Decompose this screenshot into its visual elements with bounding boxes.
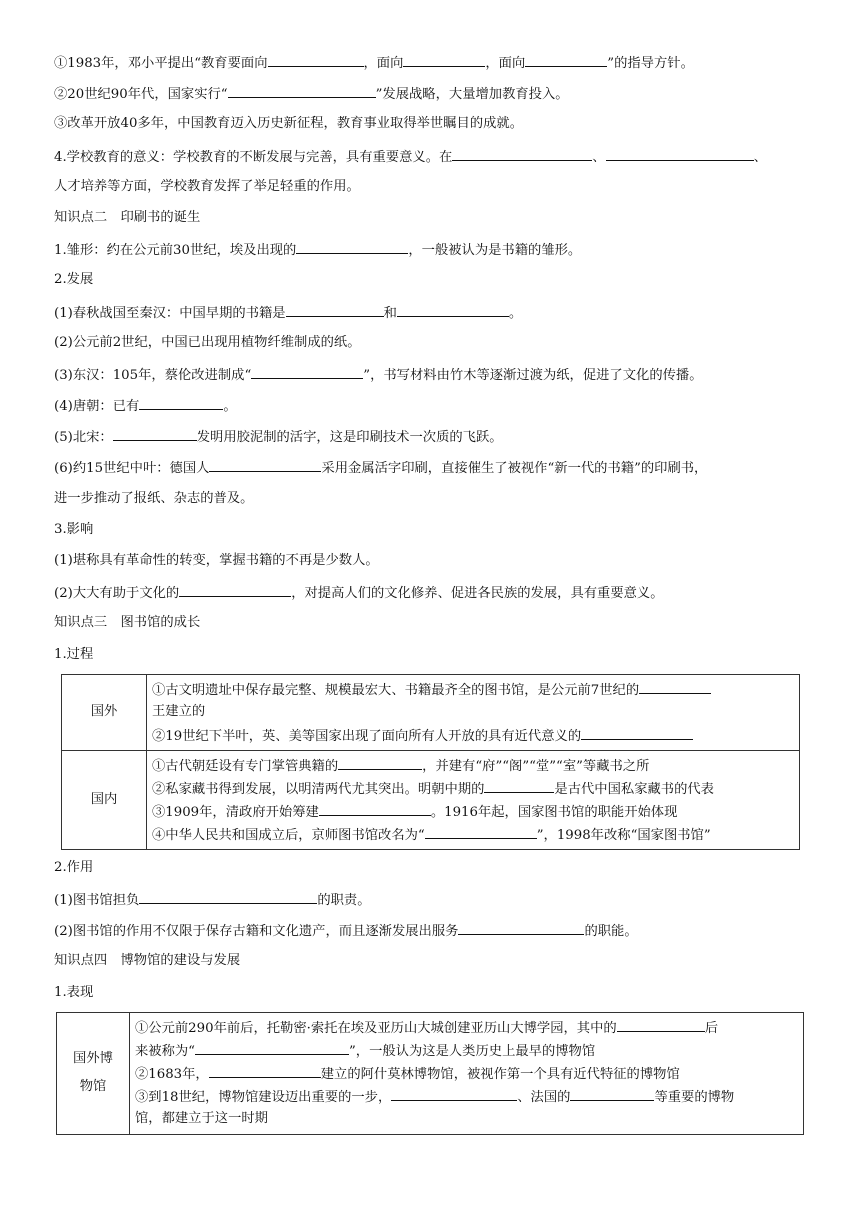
line-text: 3.影响 — [54, 521, 94, 537]
text-line — [54, 175, 804, 206]
text-line — [54, 393, 804, 424]
line-text: 是古代中国私家藏书的代表 — [554, 781, 714, 797]
line-text: 采用金属活字印刷，直接催生了被视作“新一代的书籍”的印刷书， — [321, 461, 708, 477]
fill-blank[interactable] — [195, 1038, 349, 1055]
text-line — [54, 50, 804, 81]
line-text: ④中华人民共和国成立后，京师图书馆改名为“ — [152, 827, 425, 843]
line-text: 后 — [704, 1020, 718, 1036]
text-line — [54, 487, 804, 518]
text-line — [54, 455, 804, 486]
line-text: (2)图书馆的作用不仅限于保存古籍和文化遗产，而且逐渐发展出服务 — [54, 924, 459, 940]
line-text: 馆，都建立于这一时期 — [135, 1110, 268, 1126]
line-text: 人才培养等方面，学校教育发挥了举足轻重的作用。 — [54, 178, 360, 194]
library-process-label: 1.过程 — [54, 646, 94, 662]
row-heading: 国内 — [62, 750, 147, 849]
table-row — [62, 674, 800, 750]
text-line — [135, 1107, 799, 1130]
fill-blank[interactable] — [525, 50, 607, 67]
line-text: (4)唐朝：已有 — [54, 399, 140, 415]
text-line — [54, 144, 804, 175]
text-line — [54, 362, 804, 393]
fill-blank[interactable] — [296, 237, 408, 254]
fill-blank[interactable] — [570, 1084, 654, 1101]
fill-blank[interactable] — [228, 81, 376, 98]
line-text: ①古文明遗址中保存最完整、规模最宏大、书籍最齐全的图书馆，是公元前7世纪的 — [152, 682, 640, 698]
line-text: ③到18世纪，博物馆建设迈出重要的一步， — [135, 1089, 392, 1105]
line-text: 等重要的博物 — [654, 1089, 735, 1105]
line-text: ②私家藏书得到发展，以明清两代尤其突出。明朝中期的 — [152, 781, 485, 797]
text-line — [54, 918, 804, 949]
fill-blank[interactable] — [484, 776, 554, 793]
text-line — [54, 237, 804, 268]
fill-blank[interactable] — [179, 580, 291, 597]
text-line — [152, 799, 795, 822]
line-text: 、 — [753, 149, 767, 165]
library-table — [61, 674, 800, 850]
fill-blank[interactable] — [286, 300, 384, 317]
fill-blank[interactable] — [209, 455, 321, 472]
line-text: ②19世纪下半叶，英、美等国家出现了面向所有人开放的具有近代意义的 — [152, 728, 582, 744]
fill-blank[interactable] — [397, 300, 509, 317]
fill-blank[interactable] — [319, 799, 431, 816]
line-text: (6)约15世纪中叶：德国人 — [54, 461, 210, 477]
text-line — [135, 1038, 799, 1061]
text-line — [54, 268, 804, 299]
fill-blank[interactable] — [606, 144, 754, 161]
text-line — [135, 1084, 799, 1107]
line-text: ①公元前290年前后，托勒密·索托在埃及亚历山大城创建亚历山大博学园，其中的 — [135, 1020, 617, 1036]
line-text: 4.学校教育的意义：学校教育的不断发展与完善，具有重要意义。在 — [54, 149, 453, 165]
line-text: 、 — [592, 149, 606, 165]
section-2-title: 知识点二 印刷书的诞生 — [54, 209, 201, 225]
line-text: 。 — [508, 305, 523, 321]
line-text: 王建立的 — [152, 703, 206, 719]
fill-blank[interactable] — [403, 50, 485, 67]
line-text: 。1916年起，国家图书馆的职能开始体现 — [430, 804, 678, 820]
row-content — [130, 1012, 804, 1134]
line-text: ”发展战略，大量增加教育投入。 — [375, 87, 569, 103]
line-text: ”，一般认为这是人类历史上最早的博物馆 — [349, 1043, 596, 1059]
text-line — [54, 112, 804, 143]
text-line — [54, 331, 804, 362]
row-heading: 国外博物馆 — [57, 1012, 130, 1134]
text-line — [54, 549, 804, 580]
fill-blank[interactable] — [581, 723, 693, 740]
fill-blank[interactable] — [338, 753, 422, 770]
line-text: ②1683年， — [135, 1066, 209, 1082]
line-text: ”的指导方针。 — [607, 56, 694, 71]
museum-table — [56, 1012, 804, 1135]
text-line — [54, 300, 804, 331]
line-text: (5)北宋： — [54, 430, 113, 446]
line-text: (3)东汉：105年，蔡伦改进制成“ — [54, 367, 252, 383]
library-role-lines — [54, 887, 804, 949]
fill-blank[interactable] — [452, 144, 592, 161]
line-text: 建立的阿什莫林博物馆，被视作第一个具有近代特征的博物馆 — [320, 1066, 680, 1082]
section-3-title: 知识点三 图书馆的成长 — [54, 615, 201, 631]
fill-blank[interactable] — [268, 50, 364, 67]
fill-blank[interactable] — [391, 1084, 517, 1101]
text-line — [135, 1015, 799, 1038]
line-text: 、法国的 — [517, 1089, 571, 1105]
fill-blank[interactable] — [458, 918, 584, 935]
text-line — [152, 776, 795, 799]
line-text: ，面向 — [363, 56, 404, 71]
table-row — [57, 1012, 804, 1134]
fill-blank[interactable] — [113, 424, 197, 441]
printing-lines — [54, 237, 804, 611]
fill-blank[interactable] — [251, 362, 363, 379]
line-text: 2.发展 — [54, 272, 94, 288]
line-text: ③1909年，清政府开始筹建 — [152, 804, 319, 820]
table-row — [62, 750, 800, 849]
line-text: 来被称为“ — [135, 1043, 195, 1059]
line-text: (2)大大有助于文化的 — [54, 586, 180, 602]
line-text: 。 — [223, 399, 237, 415]
text-line — [135, 1061, 799, 1084]
text-line — [152, 822, 795, 845]
line-text: ③改革开放40多年，中国教育迈入历史新征程，教育事业取得举世瞩目的成就。 — [54, 116, 524, 132]
line-text: ”，书写材料由竹木等逐渐过渡为纸，促进了文化的传播。 — [363, 367, 703, 383]
text-line — [54, 424, 804, 455]
education-lines — [54, 50, 804, 206]
line-text: 进一步推动了报纸、杂志的普及。 — [54, 490, 254, 506]
line-text: ①1983年，邓小平提出“教育要面向 — [54, 56, 268, 71]
worksheet — [54, 50, 804, 1135]
text-line — [152, 753, 795, 776]
line-text: 1.雏形：约在公元前30世纪，埃及出现的 — [54, 243, 297, 259]
row-content — [147, 674, 800, 750]
row-content — [147, 750, 800, 849]
line-text: 和 — [383, 305, 397, 321]
line-text: ②20世纪90年代，国家实行“ — [54, 87, 228, 103]
museum-label: 1.表现 — [54, 984, 94, 1000]
fill-blank[interactable] — [139, 393, 223, 410]
line-text: ，并建有“府”“阁”“堂”“室”等藏书之所 — [422, 758, 650, 774]
line-text: ，面向 — [485, 56, 526, 71]
fill-blank[interactable] — [639, 677, 711, 694]
line-text: ，一般被认为是书籍的雏形。 — [408, 243, 582, 259]
fill-blank[interactable] — [209, 1061, 321, 1078]
fill-blank[interactable] — [139, 887, 317, 904]
line-text: (1)图书馆担负 — [54, 892, 140, 908]
line-text: 发明用胶泥制的活字，这是印刷技术一次质的飞跃。 — [196, 430, 503, 446]
text-line — [152, 677, 795, 700]
fill-blank[interactable] — [617, 1015, 705, 1032]
row-heading: 国外 — [62, 674, 147, 750]
line-text: (2)公元前2世纪，中国已出现用植物纤维制成的纸。 — [54, 334, 361, 350]
line-text: ”，1998年改称“国家图书馆” — [536, 827, 711, 843]
line-text: ，对提高人们的文化修养、促进各民族的发展，具有重要意义。 — [291, 586, 664, 602]
text-line — [54, 887, 804, 918]
library-role-label: 2.作用 — [54, 859, 94, 875]
text-line — [152, 723, 795, 746]
line-text: (1)堪称具有革命性的转变，掌握书籍的不再是少数人。 — [54, 553, 379, 568]
text-line — [54, 81, 804, 112]
text-line — [54, 580, 804, 611]
line-text: 的职责。 — [317, 892, 371, 908]
fill-blank[interactable] — [425, 822, 537, 839]
line-text: 的职能。 — [584, 924, 638, 940]
text-line — [54, 518, 804, 549]
line-text: (1)春秋战国至秦汉：中国早期的书籍是 — [54, 305, 286, 321]
text-line — [152, 700, 795, 723]
section-4-title: 知识点四 博物馆的建设与发展 — [54, 953, 241, 969]
line-text: ①古代朝廷设有专门掌管典籍的 — [152, 758, 339, 774]
